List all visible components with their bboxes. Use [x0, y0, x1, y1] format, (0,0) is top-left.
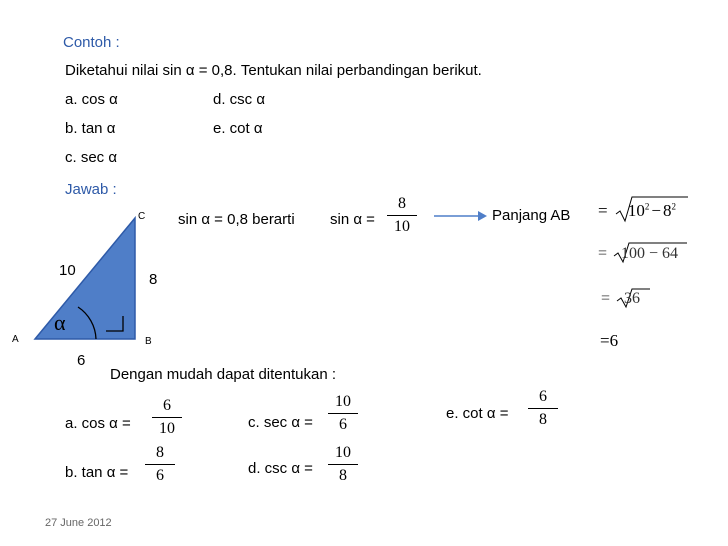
answer-e-fraction — [526, 387, 560, 430]
answer-b-numerator: 8 — [156, 444, 164, 461]
example-heading: Contoh : — [63, 34, 120, 51]
ab-term-b: 8 — [662, 201, 672, 220]
answer-c-fraction — [326, 392, 360, 435]
item-a: a. cos α — [65, 91, 118, 108]
arrow-head-icon — [478, 211, 487, 221]
ab-line1 — [598, 201, 676, 221]
item-d: d. csc α — [213, 91, 266, 108]
answer-d-numerator: 10 — [335, 444, 351, 461]
vertex-a-label: A — [12, 334, 19, 345]
sin-fraction — [385, 194, 419, 237]
answer-d-label: d. csc α = — [248, 460, 313, 477]
ab-eq-1: = — [598, 201, 608, 220]
item-e: e. cot α — [213, 120, 263, 137]
answer-e-denominator: 8 — [539, 411, 547, 428]
ab-expr-2: 100 − 64 — [621, 245, 679, 262]
answer-heading: Jawab : — [65, 181, 117, 198]
ab-line3 — [601, 290, 640, 308]
item-c: c. sec α — [65, 149, 118, 166]
answer-e-numerator: 6 — [539, 388, 547, 405]
angle-alpha-label: α — [54, 310, 66, 335]
ab-minus: − — [651, 201, 661, 220]
ab-expr-3: 36 — [624, 290, 641, 307]
answer-a-numerator: 6 — [163, 397, 171, 414]
answer-a-denominator: 10 — [159, 420, 175, 437]
sin-numerator: 8 — [398, 195, 406, 212]
answer-a-fraction — [150, 396, 184, 439]
opposite-label: 8 — [149, 271, 158, 288]
ab-result: =6 — [600, 331, 619, 350]
answer-a-label: a. cos α = — [65, 415, 131, 432]
mudah-text: Dengan mudah dapat ditentukan : — [110, 366, 337, 383]
right-triangle — [35, 218, 135, 339]
answer-e-label: e. cot α = — [446, 405, 509, 422]
answer-d-denominator: 8 — [339, 467, 347, 484]
fraction-bar — [152, 417, 182, 418]
fraction-bar — [387, 215, 417, 216]
sin-denominator: 10 — [394, 218, 410, 235]
sin-eq-text: sin α = — [330, 211, 375, 228]
hypotenuse-label: 10 — [59, 262, 76, 279]
answer-c-numerator: 10 — [335, 393, 351, 410]
slide-date: 27 June 2012 — [45, 517, 112, 529]
fraction-bar — [328, 464, 358, 465]
ab-eq-3: = — [601, 290, 611, 307]
answer-c-label: c. sec α = — [248, 414, 313, 431]
ab-line2 — [598, 245, 678, 263]
sin-given-text: sin α = 0,8 berarti — [178, 211, 295, 228]
item-b: b. tan α — [65, 120, 116, 137]
ab-term-a: 10 — [627, 201, 645, 220]
answer-b-fraction — [143, 443, 177, 486]
ab-exp-a: 2 — [644, 201, 650, 212]
ab-exp-b: 2 — [671, 201, 676, 212]
panjang-ab-label: Panjang AB — [492, 207, 571, 224]
answer-d-fraction — [326, 443, 360, 486]
answer-c-denominator: 6 — [339, 416, 347, 433]
ab-eq-2: = — [598, 245, 608, 262]
answer-b-label: b. tan α = — [65, 464, 129, 481]
adjacent-label: 6 — [77, 352, 86, 369]
vertex-c-label: C — [138, 211, 146, 222]
fraction-bar — [145, 464, 175, 465]
answer-b-denominator: 6 — [156, 467, 164, 484]
fraction-bar — [528, 408, 558, 409]
vertex-b-label: B — [145, 336, 152, 347]
problem-statement: Diketahui nilai sin α = 0,8. Tentukan nilai perbandingan berikut. — [65, 62, 482, 79]
fraction-bar — [328, 413, 358, 414]
